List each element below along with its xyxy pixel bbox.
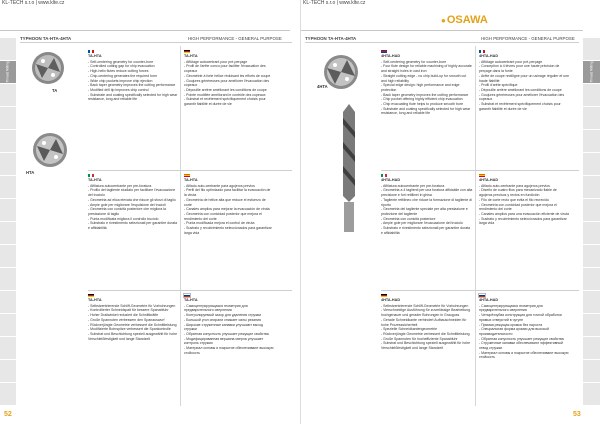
section-title: HIGH PERFORMANCE - GENERAL PURPOSE (481, 36, 575, 41)
de-flag-icon (381, 294, 387, 297)
side-tab[interactable] (583, 337, 600, 359)
ru-flag-icon (184, 294, 190, 297)
feature-line: - Diseño de cuatro filos para mecanizado fiable de agujeros precisos y rectos en fundición (479, 188, 557, 198)
page-header: KL-TECH s.r.o | www.klte.cz (2, 0, 65, 6)
feature-line: - Большой угол спирали снижает силы резания (184, 317, 261, 322)
block-title: TA-HTA (88, 54, 102, 58)
hta-drill-end-icon (33, 133, 67, 167)
drill-images (22, 46, 82, 176)
side-tab[interactable] (583, 107, 600, 129)
feature-line: - Hoher Drallwinkel reduziert die Schnittkräfte (88, 313, 159, 318)
feature-line: - Rückverjüngte Geometrie verbessert die Schnittleistung (88, 322, 177, 327)
section-code: TYPHOON TA-HTA-4HTA (20, 36, 72, 41)
column-divider (475, 46, 476, 406)
side-tab[interactable] (0, 337, 17, 359)
feature-line: - Geometria con conicità posteriore (381, 216, 436, 221)
feature-line: - Контролируемый зазор для удаления стружки (184, 313, 262, 318)
feature-line: - Geometria a 4 taglienti per una foratura affidabile con alta precisione e fori rettilinei in ghisa (381, 188, 473, 198)
language-block (381, 174, 473, 235)
side-tabs (0, 38, 17, 406)
feature-line: - Affilatura autocentrante per pre-foratura (88, 183, 152, 188)
feature-line: - Ampie gole per migliorare l'evacuazione del truciolo (381, 221, 463, 226)
feature-line: - Chip-centering generates the required form (88, 73, 158, 78)
language-block (184, 294, 274, 355)
feature-line: - Four flute design for reliable machining of highly accurate and straight holes in cast iron (381, 64, 472, 74)
section-header (305, 36, 356, 41)
side-tab[interactable] (583, 130, 600, 152)
side-tab[interactable] (0, 176, 17, 198)
side-tab[interactable] (0, 383, 17, 405)
4hta-drill-body-icon (343, 104, 355, 232)
it-flag-icon (381, 174, 387, 177)
feature-line: - Широкие стружечные канавки улучшают выход стружки (184, 322, 263, 332)
feature-line: - Chip pocket offering highly efficient chip evacuation (381, 97, 463, 102)
block-title: 4HTA-HAD (479, 178, 499, 182)
feature-line: - Материал основы и покрытие обеспечивают высокую стойкость (184, 346, 274, 355)
feature-line: - Conception à 4 lèvres pour une haute précision de perçage dans la fonte (479, 64, 560, 74)
fr-flag-icon (88, 50, 94, 53)
side-tab[interactable] (0, 222, 17, 244)
language-block (479, 50, 571, 111)
feature-line: - Специальная форма кромки для высокой производительности (479, 327, 549, 336)
es-flag-icon (184, 174, 190, 177)
side-tab[interactable] (0, 61, 17, 83)
side-tab[interactable] (583, 176, 600, 198)
section-title: HIGH PERFORMANCE - GENERAL PURPOSE (188, 36, 282, 41)
side-tab[interactable] (583, 360, 600, 382)
row-divider (381, 170, 579, 171)
side-tab[interactable] (583, 383, 600, 405)
ru-flag-icon (479, 294, 485, 297)
feature-line: - Afilado auto-centrante para agujeros previos (184, 183, 255, 188)
feature-line: - Back taper geometry improves the cutting performance (381, 92, 469, 97)
feature-line: - Ampie gole per migliorare l'espulsione dei trucioli (88, 202, 166, 207)
feature-line: - Große Spannuten verbessern den Spanauswurf (88, 317, 165, 322)
feature-line: - Geometria del tagliente speciale per alta prestazione e protezione del tagliente (381, 207, 468, 216)
feature-line: - Goujures généreuses pour améliorer l'évacuation des copeaux (479, 92, 565, 102)
section-rule (20, 42, 292, 43)
side-tab[interactable] (583, 245, 600, 267)
block-title: TA-HTA (88, 178, 102, 182)
image-label-ta: TA (52, 88, 58, 93)
feature-line: - Самоцентрирующаяся геометрия для предварительного сверления (184, 303, 248, 313)
row-divider (88, 290, 292, 291)
side-tab[interactable] (583, 291, 600, 313)
block-title: 4HTA-HAD (381, 298, 401, 302)
feature-line: - Vierschneidige Ausführung für zuverlässige Bearbeitung hochgenauer und gerader Bohrungen in Grauguss (381, 308, 471, 318)
header-rule (0, 30, 290, 31)
feature-line: - Geometría con conicidad posterior que mejora el rendimiento del corte (479, 202, 557, 212)
feature-line: - Substrat und Beschichtung speziell ausgewählt für hohe Verschleißfestigkeit und lange Standzeit (88, 331, 178, 341)
side-tab[interactable] (0, 130, 17, 152)
feature-line: - Special edge design: high performance and edge protection (381, 83, 460, 92)
page-header: KL-TECH s.r.o | www.klte.cz (303, 0, 366, 6)
feature-line: - Pointe modifiée améliorant le contrôle des copeaux (184, 92, 266, 97)
right-page (300, 0, 600, 424)
feature-line: - Стружечные канавки обеспечивают эффективный отвод стружки (479, 341, 563, 351)
feature-line: - Profil d'arête spécifique (479, 83, 518, 88)
side-tab[interactable] (0, 153, 17, 175)
side-tab[interactable] (0, 314, 17, 336)
feature-line: - Controlled cutting gap for chip evacuation (88, 64, 155, 69)
side-tab[interactable] (583, 38, 600, 60)
image-label-4hta: 4HTA (317, 84, 328, 89)
feature-line: - Wide chip pockets improve chip ejection (88, 78, 153, 83)
feature-line: - Substrate and coating specifically selected for high wear resistance, long and reliable life (381, 106, 471, 116)
language-block (88, 50, 178, 102)
feature-line: - Self-centering geometry for counter-bore (88, 59, 154, 64)
side-tab[interactable] (583, 199, 600, 221)
side-tab[interactable] (0, 245, 17, 267)
block-title: 4HTA-HAD (479, 54, 499, 58)
side-tab[interactable] (0, 107, 17, 129)
feature-line: - Geometria con conicità posteriore che migliora la prestazione di taglio (88, 207, 167, 216)
feature-line: - Geometría de hélice alta que reduce el esfuerzo de corte (184, 197, 266, 207)
feature-line: - Canales amplios para una evacuación eficiente de viruta (479, 211, 569, 216)
block-title: 4HTA-HAD (381, 54, 401, 58)
feature-line: - Sustrato y recubrimiento seleccionados para garantizar larga vida (479, 216, 567, 226)
feature-line: - Geometría con conicidad posterior que mejora el rendimiento del corte (184, 211, 262, 221)
feature-line: - Dépouille arrière améliorant les conditions de coupe (184, 87, 267, 92)
feature-line: - High-helix flutes reduce cutting forces (88, 69, 149, 74)
feature-line: - Sustrato y recubrimiento seleccionados para garantizar larga vida (184, 226, 272, 235)
es-flag-icon (479, 174, 485, 177)
side-tab[interactable] (583, 314, 600, 336)
side-tab[interactable] (583, 61, 600, 83)
row-divider (88, 170, 292, 171)
feature-line: - Straight cutting edge - no chip build-up for smooth cut and high reliability (381, 73, 467, 83)
feature-line: - Große Spannuten für hocheffiziente Spanabfuhr (381, 336, 458, 341)
side-tab[interactable] (583, 268, 600, 290)
feature-line: - Self-centering geometry for counter-bore (381, 59, 447, 64)
side-tab[interactable] (0, 84, 17, 106)
feature-line: - Profil de l'arête concu pour faciliter l'évacuation des copeaux (184, 64, 266, 74)
block-title: 4HTA-HAD (479, 298, 499, 302)
feature-line: - Substrato e rivestimento selezionati per garantire durata e affidabilità (381, 226, 471, 235)
feature-line: - Dépouille arrière améliorant les conditions de coupe (479, 87, 562, 92)
side-tab[interactable] (0, 268, 17, 290)
feature-line: - Afilado auto-centrante para agujeros previos (479, 183, 550, 188)
it-flag-icon (88, 174, 94, 177)
section-header (20, 36, 71, 41)
feature-line: - Affûtage autocentrant pour pré-perçage (479, 59, 543, 64)
block-title: 4HTA-HAD (381, 178, 401, 182)
side-tab[interactable] (0, 38, 17, 60)
header-rule (301, 30, 583, 31)
page-number: 53 (573, 411, 581, 418)
side-tab[interactable] (0, 291, 17, 313)
feature-line: - Punta modificata migliora il controllo truciolo (88, 216, 159, 221)
feature-line: - Четырёхзубая конструкция для точной обработки прямых отверстий в чугуне (479, 313, 562, 322)
block-title: TA-HTA (184, 178, 198, 182)
side-tabs (583, 38, 600, 406)
feature-line: - Модифицированная вершина сверла улучшает контроль стружки (184, 336, 264, 346)
feature-line: - Substrate and coating specifically selected for high wear resistance, long and reliable life (88, 92, 178, 102)
image-label-hta: HTA (26, 170, 35, 175)
drill-image (305, 46, 369, 236)
feature-line: - Substrat et revêtement spécifiquement choisis pour garantir fiabilité et durée de vie (479, 102, 561, 111)
feature-line: - Arête de coupe rectiligne pour un usinage régulier et une haute fiabilité (479, 73, 570, 83)
feature-line: - Modifizierte Bohrspitze verbessert die Spankontrolle (88, 327, 171, 332)
language-block (184, 50, 274, 107)
side-tab[interactable] (0, 199, 17, 221)
language-block (381, 50, 473, 116)
osawa-logo: ●OSAWA (441, 14, 488, 26)
feature-line: - Selbstzentrierende Schliff-Geometrie für Vorbohrungen (88, 303, 176, 308)
feature-line: - Goujures généreuses pour améliorer l'évacuation des copeaux (184, 78, 270, 88)
feature-line: - Canales amplios para mejorar la evacuación de viruta (184, 207, 270, 212)
page-number: 52 (4, 411, 12, 418)
side-tab[interactable] (583, 153, 600, 175)
feature-line: - Rückverjüngte Geometrie verbessert die Schnittleistung (381, 331, 470, 336)
feature-line: - Kontrollierter Schneidspalt für bessere Spanabfuhr (88, 308, 169, 313)
feature-line: - Back taper geometry improves the cutting performance (88, 83, 176, 88)
side-tab[interactable] (0, 360, 17, 382)
language-block (479, 174, 571, 226)
block-title: TA-HTA (88, 298, 102, 302)
feature-line: - Самоцентрирующаяся геометрия для предварительного сверления (479, 303, 543, 313)
feature-line: - Profilo del tagliente studiato per facilitare l'evacuazione del truciolo (88, 188, 176, 198)
feature-line: - Substrat et revêtement spécifiquement choisis pour garantir fiabilité et durée de vie (184, 97, 266, 107)
feature-line: - Обратная конусность улучшает режущие свойства (184, 331, 269, 336)
feature-line: - Chip evacuating flute helps to produce smooth bore (381, 102, 464, 107)
fr-flag-icon (479, 50, 485, 53)
language-block (88, 174, 178, 231)
feature-line: - Прямая режущая кромка без нароста (479, 322, 543, 327)
feature-line: - Filo de corte recto que evita el filo recrecido (479, 197, 549, 202)
ta-drill-end-icon (32, 52, 64, 84)
feature-line: - Обратная конусность улучшает режущие свойства (479, 336, 564, 341)
block-title: TA-HTA (184, 298, 198, 302)
section-code: TYPHOON TA-HTA-4HTA (305, 36, 357, 41)
feature-line: - Substrat und Beschichtung speziell ausgewählt für hohe Verschleißfestigkeit und lange Standzeit (381, 341, 471, 351)
feature-line: - Substrato e rivestimento selezionati per garantire durata e affidabilità (88, 221, 178, 231)
language-block (184, 174, 274, 235)
side-tab-label: Thread Milling (6, 61, 11, 83)
feature-line: - Affilatura autocentrante per pre-foratura (381, 183, 445, 188)
gb-flag-icon (381, 50, 387, 53)
column-divider (180, 46, 181, 406)
block-title: TA-HTA (184, 54, 198, 58)
4hta-drill-end-icon (324, 55, 358, 89)
side-tab-label: Thread Milling (589, 61, 594, 83)
side-tab[interactable] (583, 84, 600, 106)
feature-line: - Affûtage autocentrant pour pré-perçage (184, 59, 248, 64)
section-rule (305, 42, 579, 43)
feature-line: - Tagliente rettilineo che riduce la formazione di tagliente di riporto (381, 197, 472, 207)
de-flag-icon (88, 294, 94, 297)
side-tab[interactable] (583, 222, 600, 244)
feature-line: - Материал основы и покрытие обеспечивают высокую стойкость (479, 350, 569, 360)
feature-line: - Selbstzentrierende Schliff-Geometrie für Vorbohrungen (381, 303, 469, 308)
feature-line: - Modified drill tip improves chip control (88, 87, 149, 92)
language-block (381, 294, 473, 351)
logo-mark-icon: ● (441, 16, 446, 25)
feature-line: - Gerade Schneidkante verhindert Aufbauschneiden für hohe Prozesssicherheit (381, 317, 467, 327)
language-block (479, 294, 571, 360)
language-block (88, 294, 178, 341)
feature-line: - Géométrie à forte hélice réduisant les efforts de coupe (184, 73, 271, 78)
feature-line: - Perfil del filo optimizado para facilitar la evacuación de la viruta (184, 188, 271, 198)
row-divider (381, 290, 579, 291)
feature-line: - Punta modificada mejora el control de viruta (184, 221, 255, 226)
feature-line: - Geometria ad elica elevata che riduce gli sforzi di taglio (88, 197, 176, 202)
feature-line: - Spezielle Schneidkantengeometrie (381, 327, 438, 332)
de-flag-icon (184, 50, 190, 53)
